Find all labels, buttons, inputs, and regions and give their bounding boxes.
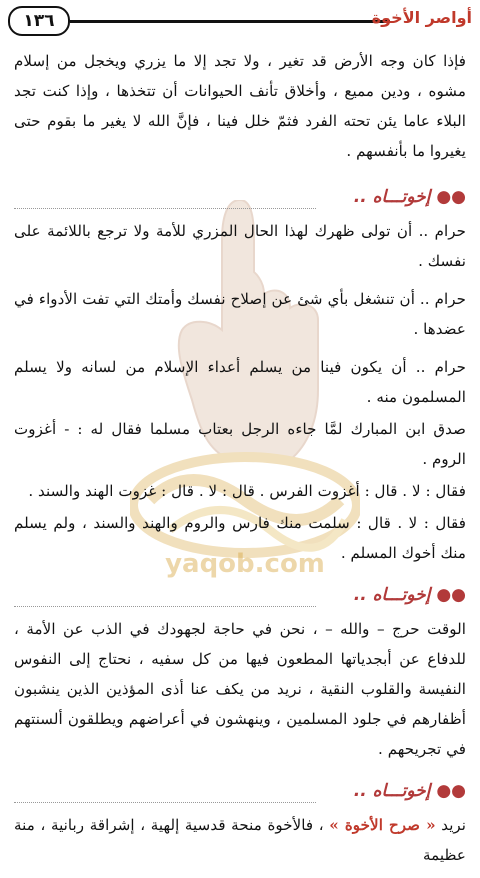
bullet-icon: ●● [430,187,466,207]
paragraph: حرام .. أن تنشغل بأي شئ عن إصلاح نفسك وأمتك التي تفت الأدواء في عضدها . [14,290,466,338]
section-heading: ●● إخوتـــاه .. [353,585,466,605]
section-divider [14,606,316,607]
section-heading: ●● إخوتـــاه .. [353,187,466,207]
section-3-heading-row [14,772,466,810]
paragraph: فقال : لا . قال : سلمت منك فارس والروم والهند والسند ، ولم يسلم منك أخوك المسلم . [14,514,466,562]
page-body [14,46,466,878]
paragraph: صدق ابن المبارك لمَّا جاءه الرجل بعتاب مسلما فقال له : - أغزوت الروم . [14,420,466,468]
paragraph: فقال : لا . قال : أغزوت الفرس . قال : لا . قال : غزوت الهند والسند . [28,482,466,500]
header-rule [70,20,390,23]
page-header [8,6,472,36]
highlight-phrase: « صرح الأخوة » [329,816,436,834]
watermark-text: yaqob.com [165,549,325,579]
section-divider [14,208,316,209]
section-2-heading-row [14,576,466,614]
paragraph: حرام .. أن يكون فينا من يسلم أعداء الإسلام من لسانه ولا يسلم المسلمون منه . [14,358,466,406]
paragraph: حرام .. أن تولى ظهرك لهذا الحال المزري للأمة ولا ترجع باللائمة على نفسك . [14,222,466,270]
intro-paragraph: فإذا كان وجه الأرض قد تغير ، ولا تجد إلا ما يزري ويخجل من إسلام مشوه ، ودين مميع ، وأخلاق تأنف الحيوانات أن تتخذها ، وإذا كنت تجد البلاء عاما يئن تحته الفرد فثمّ خلل فينا ، فإنَّ الله لا يغير ما بقوم حتى يغيروا ما بأنفسهم . [14,52,466,160]
paragraph: الوقت حرج – والله – ، نحن في حاجة لجهودك في الذب عن الأمة ، للدفاع عن أبجدياتها المطعون فيها من كل سفيه ، نحتاج إلى النفوس النفيسة والقلوب النقية ، نريد من يكف عنا أذى المؤذين الذين ينشبون أظفارهم في جلود المسلمين ، وينهشون في أعراضهم ويطلقون ألسنتهم في تجريحهم . [14,620,466,758]
section-divider [14,802,316,803]
closing-paragraph: نريد « صرح الأخوة » ، فالأخوة منحة قدسية إلهية ، إشراقة ربانية ، منة عظيمة [14,816,467,864]
book-title: أواصر الأخوة [371,8,472,27]
bullet-icon: ●● [430,781,466,801]
section-heading: ●● إخوتـــاه .. [353,781,466,801]
bullet-icon: ●● [430,585,466,605]
page-number: ١٣٦ [8,6,70,36]
section-1-heading-row [14,176,466,216]
